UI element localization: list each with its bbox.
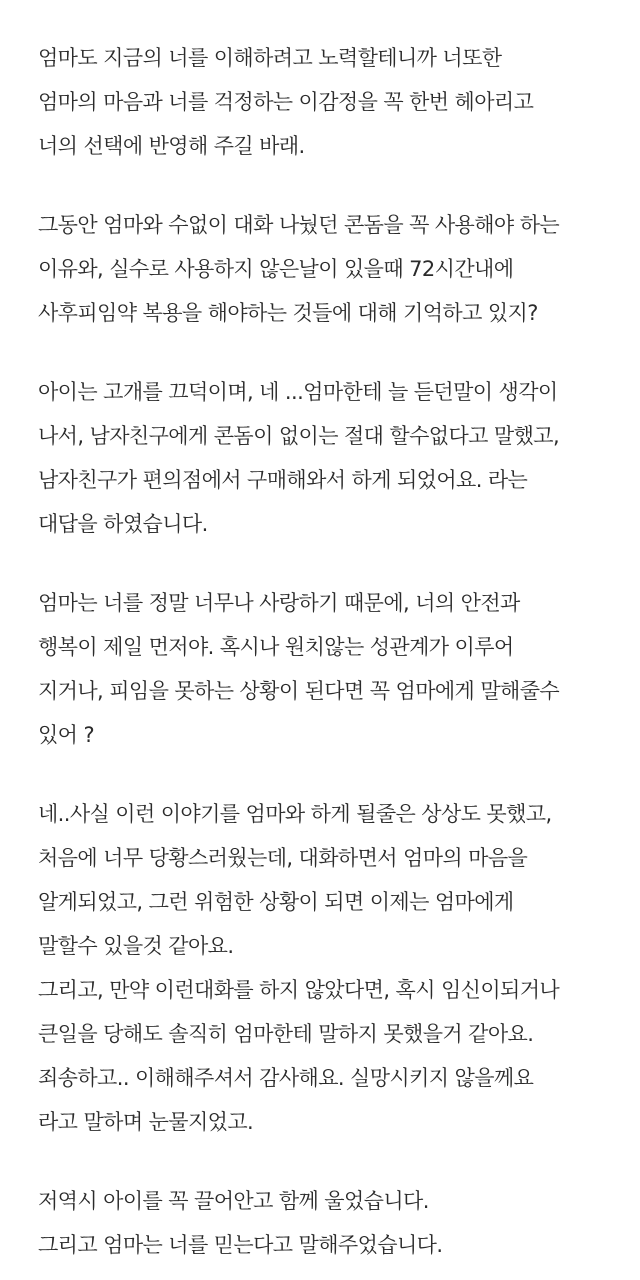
text-line: 이유와, 실수로 사용하지 않은날이 있을때 72시간내에 bbox=[38, 257, 514, 281]
text-line: 처음에 너무 당황스러웠는데, 대화하면서 엄마의 마음을 bbox=[38, 846, 528, 870]
text-line: 알게되었고, 그런 위험한 상황이 되면 이제는 엄마에게 bbox=[38, 890, 514, 914]
text-line: 너의 선택에 반영해 주길 바래. bbox=[38, 134, 305, 158]
text-line: 그리고 엄마는 너를 믿는다고 말해주었습니다. bbox=[38, 1233, 443, 1257]
text-line: 죄송하고.. 이해해주셔서 감사해요. 실망시키지 않을께요 bbox=[38, 1066, 534, 1090]
text-line: 엄마의 마음과 너를 걱정하는 이감정을 꼭 한번 헤아리고 bbox=[38, 90, 534, 114]
text-line: 그리고, 만약 이런대화를 하지 않았다면, 혹시 임신이되거나 bbox=[38, 978, 560, 1002]
text-line: 큰일을 당해도 솔직히 엄마한테 말하지 못했을거 같아요. bbox=[38, 1022, 534, 1046]
text-line: 라고 말하며 눈물지었고. bbox=[38, 1110, 254, 1134]
text-line: 남자친구가 편의점에서 구매해와서 하게 되었어요. 라는 bbox=[38, 468, 528, 492]
text-line: 나서, 남자친구에게 콘돔이 없이는 절대 할수없다고 말했고, bbox=[38, 424, 560, 448]
text-line: 저역시 아이를 꼭 끌어안고 함께 울었습니다. bbox=[38, 1189, 429, 1213]
text-line: 아이는 고개를 끄덕이며, 네 ...엄마한테 늘 듣던말이 생각이 bbox=[38, 380, 558, 404]
text-line: 사후피임약 복용을 해야하는 것들에 대해 기억하고 있지? bbox=[38, 301, 538, 325]
text-line: 그동안 엄마와 수없이 대화 나눴던 콘돔을 꼭 사용해야 하는 bbox=[38, 213, 560, 237]
text-line: 엄마는 너를 정말 너무나 사랑하기 때문에, 너의 안전과 bbox=[38, 591, 520, 615]
text-line: 행복이 제일 먼저야. 혹시나 원치않는 성관계가 이루어 bbox=[38, 635, 514, 659]
text-line: 지거나, 피임을 못하는 상황이 된다면 꼭 엄마에게 말해줄수 bbox=[38, 679, 560, 703]
text-line: 네..사실 이런 이야기를 엄마와 하게 될줄은 상상도 못했고, bbox=[38, 802, 552, 826]
text-line: 있어 ? bbox=[38, 723, 94, 747]
text-line: 말할수 있을것 같아요. bbox=[38, 934, 234, 958]
text-line: 엄마도 지금의 너를 이해하려고 노력할테니까 너또한 bbox=[38, 46, 502, 70]
text-line: 대답을 하였습니다. bbox=[38, 512, 208, 536]
